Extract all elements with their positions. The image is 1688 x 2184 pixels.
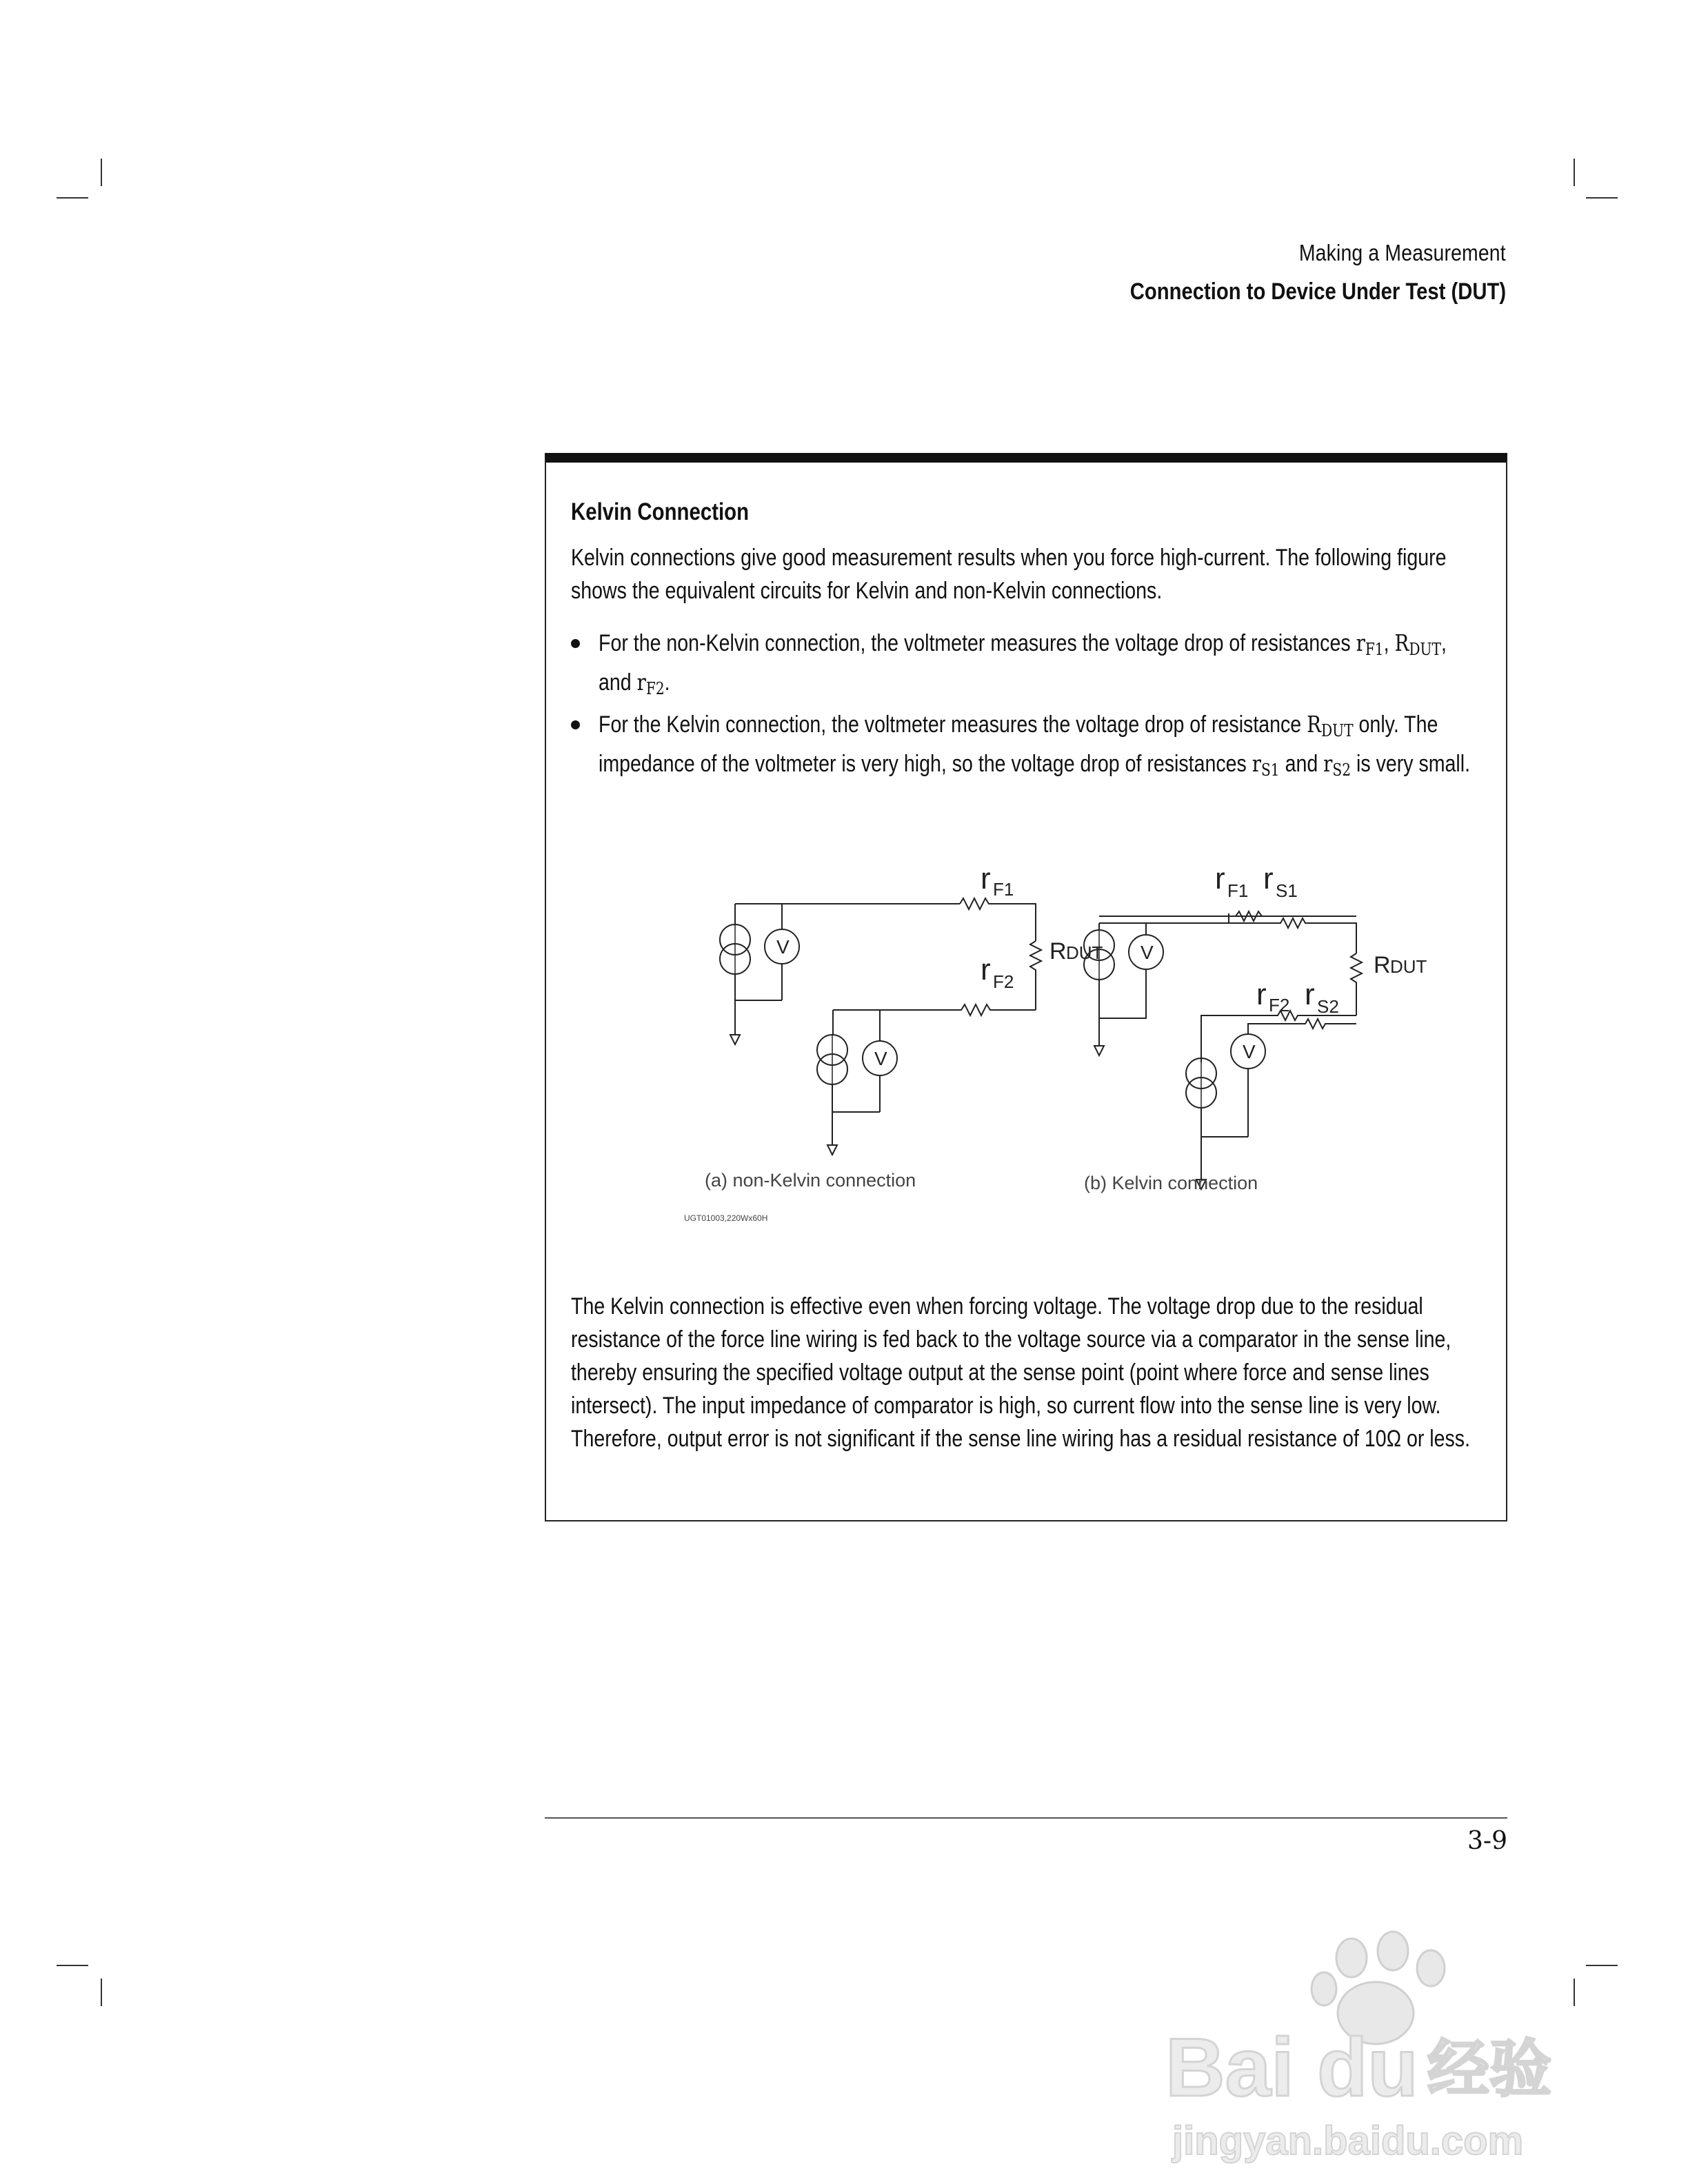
label-r: r — [1215, 862, 1225, 896]
label-s1: S1 — [1276, 880, 1298, 901]
crop-mark — [101, 159, 102, 186]
watermark-tag: 经验 — [1427, 2035, 1551, 2104]
caption-a: (a) non-Kelvin connection — [705, 1170, 916, 1191]
voltmeter-label: V — [874, 1048, 887, 1069]
label-R: R — [1374, 952, 1391, 978]
crop-mark — [57, 1965, 88, 1966]
label-r: r — [1256, 978, 1267, 1011]
resistor-rf1 — [960, 898, 1036, 941]
ground-icon — [827, 1145, 837, 1155]
crop-mark — [1574, 159, 1575, 186]
label-f1: F1 — [993, 879, 1014, 900]
ground-icon — [1094, 1046, 1104, 1055]
kelvin-connection-box: Kelvin Connection Kelvin connections give good measurement results when you force high-current. The following figure shows the equivalent circuits for Kelvin and non-Kelvin connections. For the non-Kelvin connection, the voltmeter measures the voltage drop of resistances $r_{F1}$, $R_{DUT}$, and $r_{F2}$. For the Kelvin connection, the voltmeter measures the voltage drop of resistance $R_{DUT}$ only. The impedance of the voltmeter is very high, so the voltage drop of resistances $r_{S1}$ and $r_{S2}$ is very small. V V V V r F1 R DUT r F2 r F1 r S1 R DUT r F2 r S2 (a) non-Kelvin connection (b) Kelvin connection UGT01003,220Wx60H The Kelvin connection is effective even when forcing voltage. The voltage drop due to the residual resistance of the force line wiring is fed back to the voltage source via a comparator in the sense line, thereby ensuring the specified voltage output at the sense point (point where force and sense lines intersect). The input impedance of comparator is high, so current flow into the sense line is very low. Therefore, output error is not significant if the sense line wiring has a residual resistance of 10Ω or less. — [545, 453, 1507, 1521]
circuit-b — [1084, 911, 1362, 1189]
resistor-rf2-b — [1201, 1011, 1356, 1062]
resistor-rdut — [1030, 941, 1041, 1010]
crop-mark — [57, 197, 88, 199]
label-r: r — [981, 862, 991, 896]
box-title: Kelvin Connection — [571, 498, 750, 525]
page-number: 3-9 — [1467, 1827, 1507, 1855]
running-header-chapter: Making a Measurement — [1299, 240, 1506, 265]
figure-id: UGT01003,220Wx60H — [684, 1213, 768, 1223]
resistor-rdut-b — [1351, 953, 1362, 1015]
resistor-rf2 — [833, 1004, 1036, 1015]
voltmeter-label: V — [1141, 942, 1154, 963]
resistor-rs1 — [1146, 918, 1356, 953]
voltmeter-label: V — [776, 936, 790, 958]
label-dut: DUT — [1390, 956, 1427, 977]
crop-mark — [1586, 1965, 1618, 1966]
label-f1: F1 — [1227, 880, 1249, 901]
label-f2: F2 — [993, 971, 1014, 992]
crop-mark — [101, 1979, 102, 2006]
baidu-watermark-logo — [1165, 1910, 1579, 2165]
label-r: r — [1263, 862, 1274, 896]
label-s2: S2 — [1317, 996, 1339, 1017]
ground-icon — [730, 1035, 740, 1044]
watermark-brand: Bai du — [1165, 2021, 1418, 2114]
label-f2: F2 — [1269, 995, 1290, 1015]
label-r: r — [981, 953, 991, 987]
bullet-dot-icon — [571, 720, 580, 729]
caption-b: (b) Kelvin connection — [1084, 1173, 1258, 1193]
label-r: r — [1305, 978, 1315, 1011]
resistor-rs2 — [1248, 1019, 1356, 1033]
circuit-a — [720, 898, 1041, 1155]
kelvin-circuit-figure — [663, 856, 1427, 1223]
voltmeter-label: V — [1243, 1041, 1256, 1062]
footer-rule — [545, 1817, 1507, 1819]
bullet-dot-icon — [571, 639, 580, 648]
label-dut: DUT — [1066, 942, 1103, 963]
label-R: R — [1049, 938, 1067, 964]
intro-paragraph: Kelvin connections give good measurement results when you force high-current. The following figure shows the equivalent circuits for Kelvin and non-Kelvin connections. — [571, 545, 1447, 604]
running-header-section: Connection to Device Under Test (DUT) — [1129, 279, 1506, 305]
watermark-url: jingyan.baidu.com — [1172, 2119, 1524, 2163]
outro-paragraph: The Kelvin connection is effective even when forcing voltage. The voltage drop due to the residual resistance of the force line wiring is fed back to the voltage source via a comparator in the sense line, thereby ensuring the specified voltage output at the sense point (point where force and sense lines intersect). The input impedance of comparator is high, so current flow into the sense line is very low. Therefore, output error is not significant if the sense line wiring has a residual resistance of 10Ω or less. — [571, 1293, 1471, 1452]
crop-mark — [1586, 197, 1618, 199]
